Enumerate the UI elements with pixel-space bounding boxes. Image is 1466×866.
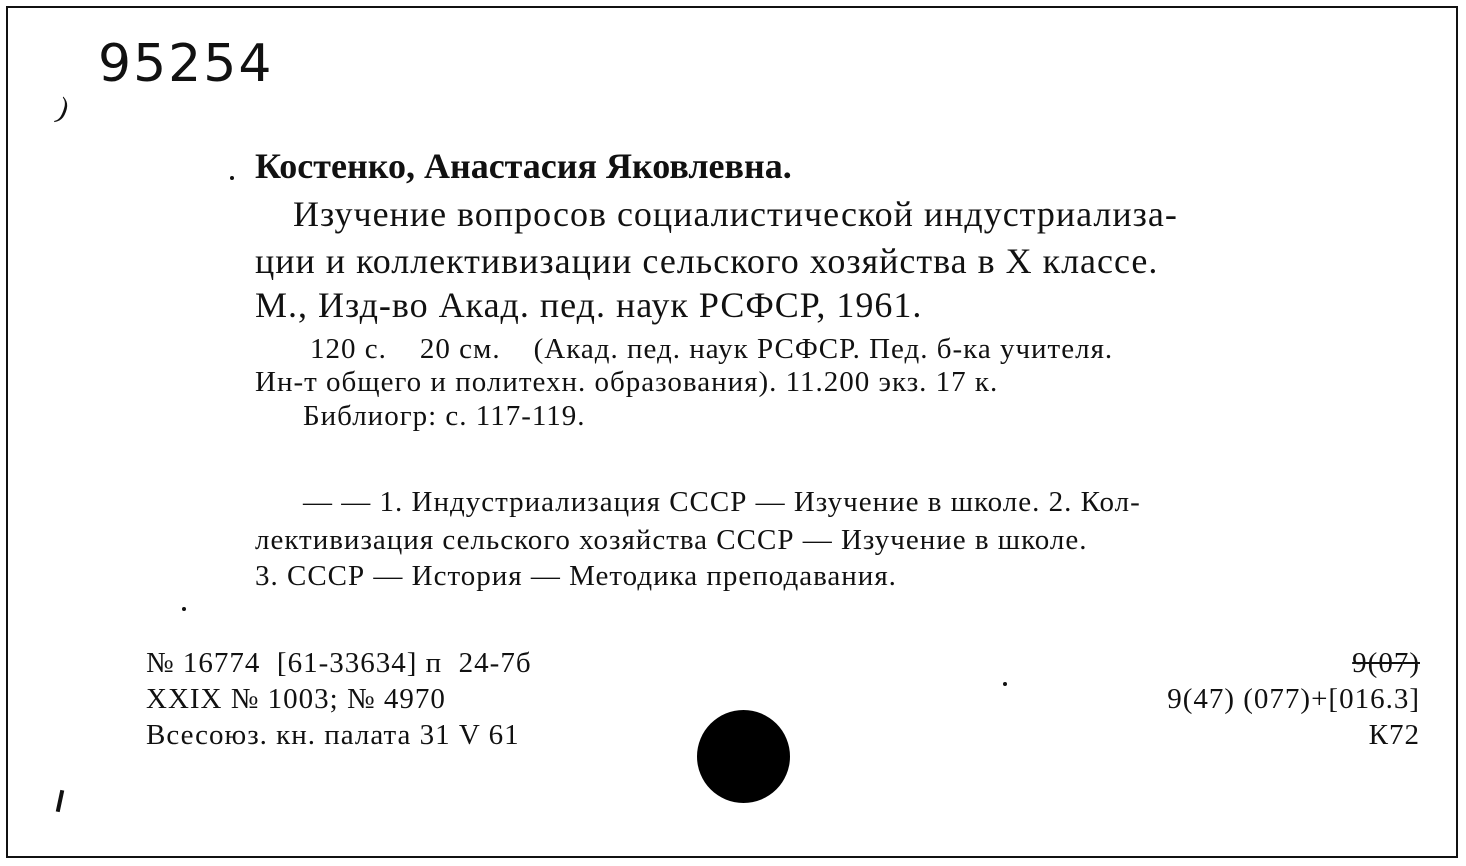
subject-line-2: лективизация сельского хозяйства СССР — Изучение в школе. bbox=[255, 524, 1088, 556]
ink-dot bbox=[230, 176, 234, 180]
handwritten-number: 95254 bbox=[98, 34, 274, 94]
title-line-1: Изучение вопросов социалистической индустриализа- bbox=[293, 194, 1178, 234]
registry-line: XXIX № 1003; № 4970 bbox=[146, 683, 446, 715]
author-mark: К72 bbox=[1368, 719, 1420, 751]
bibliography-line: Библиогр: с. 117-119. bbox=[303, 400, 586, 432]
title-line-2: ции и коллективизации сельского хозяйства в X классе. bbox=[255, 241, 1159, 281]
desc-line-1: 120 с. 20 см. (Акад. пед. наук РСФСР. Пед. б-ка учителя. bbox=[310, 333, 1114, 365]
subject-line-3: 3. СССР — История — Методика преподавания. bbox=[255, 560, 897, 592]
card-number-line: № 16774 [61-33634] п 24-7б bbox=[146, 647, 532, 679]
ink-dot bbox=[182, 607, 186, 611]
corner-mark: ) bbox=[52, 91, 74, 126]
chamber-line: Всесоюз. кн. палата 31 V 61 bbox=[146, 719, 520, 751]
title-line-3: М., Изд-во Акад. пед. наук РСФСР, 1961. bbox=[255, 285, 923, 325]
punch-hole bbox=[697, 710, 790, 803]
subject-line-1: — — 1. Индустриализация СССР — Изучение в школе. 2. Кол- bbox=[303, 486, 1141, 518]
ink-dot bbox=[1003, 682, 1007, 686]
desc-line-2: Ин-т общего и политехн. образования). 11.200 экз. 17 к. bbox=[255, 366, 999, 398]
author-heading: Костенко, Анастасия Яковлевна. bbox=[255, 146, 792, 186]
class-index-struck: 9(07) bbox=[1352, 647, 1420, 679]
class-index: 9(47) (077)+[016.3] bbox=[1167, 683, 1420, 715]
